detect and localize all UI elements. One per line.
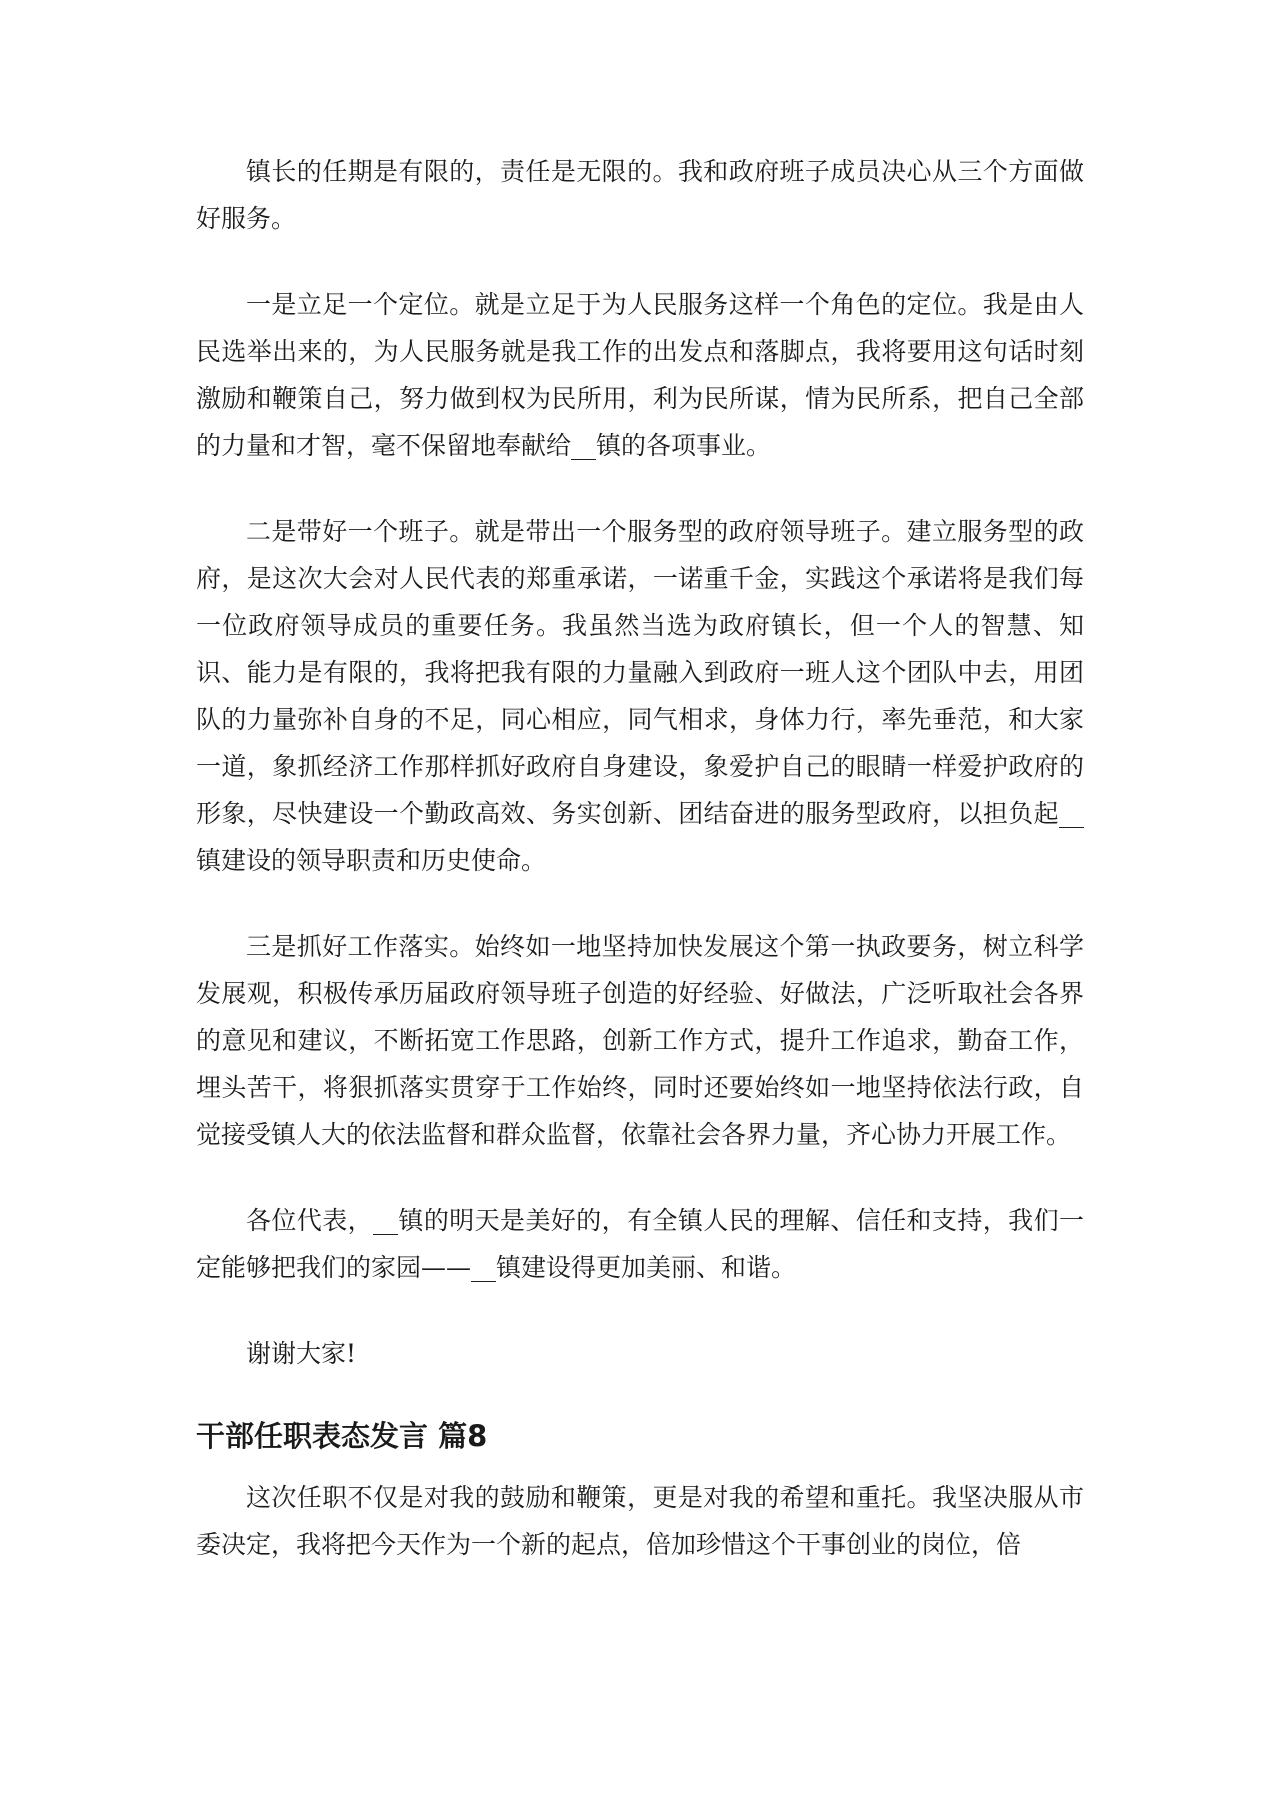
paragraph-leadership-team: 二是带好一个班子。就是带出一个服务型的政府领导班子。建立服务型的政府，是这次大会对人民代表的郑重承诺，一诺重千金，实践这个承诺将是我们每一位政府领导成员的重要任务。我虽然当选为政府镇长，但一个人的智慧、知识、能力是有限的，我将把我有限的力量融入到政府一班人这个团队中去，用团队的力量弥补自身的不足，同心相应，同气相求，身体力行，率先垂范，和大家一道，象抓经济工作那样抓好政府自身建设，象爱护自己的眼睛一样爱护政府的形象，尽快建设一个勤政高效、务实创新、团结奋进的服务型政府，以担负起__镇建设的领导职责和历史使命。: [196, 517, 1084, 875]
paragraph-term-service: 镇长的任期是有限的，责任是无限的。我和政府班子成员决心从三个方面做好服务。: [196, 157, 1084, 233]
document-page: [196, 148, 1084, 1568]
paragraph-thanks: 谢谢大家!: [246, 1339, 357, 1368]
paragraph-positioning: 一是立足一个定位。就是立足于为人民服务这样一个角色的定位。我是由人民选举出来的，为人民服务就是我工作的出发点和落脚点，我将要用这句话时刻激励和鞭策自己，努力做到权为民所用，利为民所谋，情为民所系，把自己全部的力量和才智，毫不保留地奉献给__镇的各项事业。: [196, 290, 1084, 460]
paragraph-new-appointment: 这次任职不仅是对我的鼓励和鞭策，更是对我的希望和重托。我坚决服从市委决定，我将把今天作为一个新的起点，倍加珍惜这个干事创业的岗位，倍: [196, 1483, 1084, 1559]
section-heading: 干部任职表态发言 篇8: [196, 1419, 488, 1453]
paragraph-work-implementation: 三是抓好工作落实。始终如一地坚持加快发展这个第一执政要务，树立科学发展观，积极传承历届政府领导班子创造的好经验、好做法，广泛听取社会各界的意见和建议，不断拓宽工作思路，创新工作方式，提升工作追求，勤奋工作，埋头苦干，将狠抓落实贯穿于工作始终，同时还要始终如一地坚持依法行政，自觉接受镇人大的依法监督和群众监督，依靠社会各界力量，齐心协力开展工作。: [196, 932, 1084, 1149]
paragraph-closing-remarks: 各位代表，__镇的明天是美好的，有全镇人民的理解、信任和支持，我们一定能够把我们的家园——__镇建设得更加美丽、和谐。: [196, 1206, 1084, 1282]
